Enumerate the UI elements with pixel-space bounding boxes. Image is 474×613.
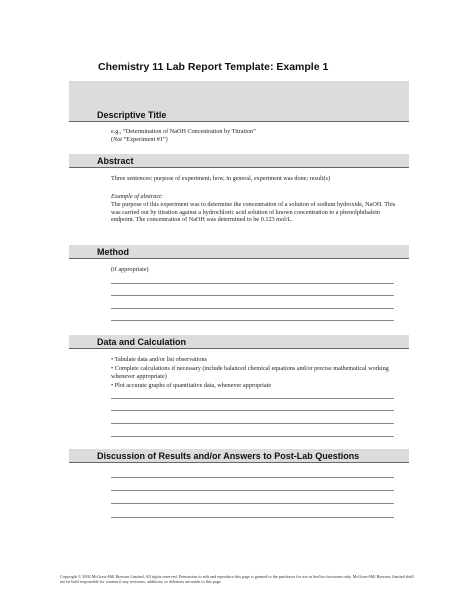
section-divider	[69, 462, 409, 463]
document-title: Chemistry 11 Lab Report Template: Example 1	[98, 61, 329, 73]
not-word: Not	[113, 136, 123, 143]
write-line	[111, 398, 394, 399]
write-line	[111, 490, 394, 491]
title-example: e.g., “Determination of NaOH Concentration by Titration”	[111, 128, 256, 135]
abstract-instructions: Three sentences: purpose of experiment; how, in general, experiment was done; result(s)	[111, 175, 331, 182]
method-heading: Method	[97, 247, 129, 257]
abstract-heading: Abstract	[97, 156, 134, 166]
descriptive-title-heading: Descriptive Title	[97, 110, 167, 120]
write-line	[111, 517, 394, 518]
discussion-heading: Discussion of Results and/or Answers to Post-Lab Questions	[97, 451, 360, 461]
write-line	[111, 320, 394, 321]
write-line	[111, 423, 394, 424]
section-divider	[69, 121, 409, 122]
abstract-example-label: Example of abstract:	[111, 193, 163, 200]
method-note: (if appropriate)	[111, 266, 149, 273]
copyright-notice: Copyright © 2002 McGraw-Hill Ryerson Limited. All rights reserved. Permission to edit and reproduce this page is granted to the purchaser for use in her/his classroom only. McGraw-Hill Ryerson Limited shall not be held responsible for content if any revisions, additions, or deletions are made to this page.	[60, 574, 414, 585]
section-divider	[69, 258, 409, 259]
write-line	[111, 283, 394, 284]
write-line	[111, 308, 394, 309]
bullet-item: • Plot accurate graphs of quantitative data, whenever appropriate	[111, 382, 272, 389]
write-line	[111, 503, 394, 504]
not-example: “Experiment #1”)	[122, 136, 168, 143]
section-divider	[69, 348, 409, 349]
write-line	[111, 295, 394, 296]
title-counter-example: (Not “Experiment #1”)	[111, 136, 168, 143]
bullet-item: • Tabulate data and/or list observations	[111, 356, 207, 363]
write-line	[111, 436, 394, 437]
data-calc-heading: Data and Calculation	[97, 337, 187, 347]
write-line	[111, 477, 394, 478]
bullet-item: • Complete calculations if necessary (include balanced chemical equations and/or precise mathematical working whenever appropriate)	[111, 365, 389, 380]
abstract-example-text: The purpose of this experiment was to determine the concentration of a solution of sodium hydroxide, NaOH. This was carried out by titration against a hydrochloric acid solution of known concentration to a phenolphthalein endpoint. The concentration of NaOH was determined to be 0.123 mol/L.	[111, 201, 396, 224]
section-divider	[69, 167, 409, 168]
write-line	[111, 410, 394, 411]
